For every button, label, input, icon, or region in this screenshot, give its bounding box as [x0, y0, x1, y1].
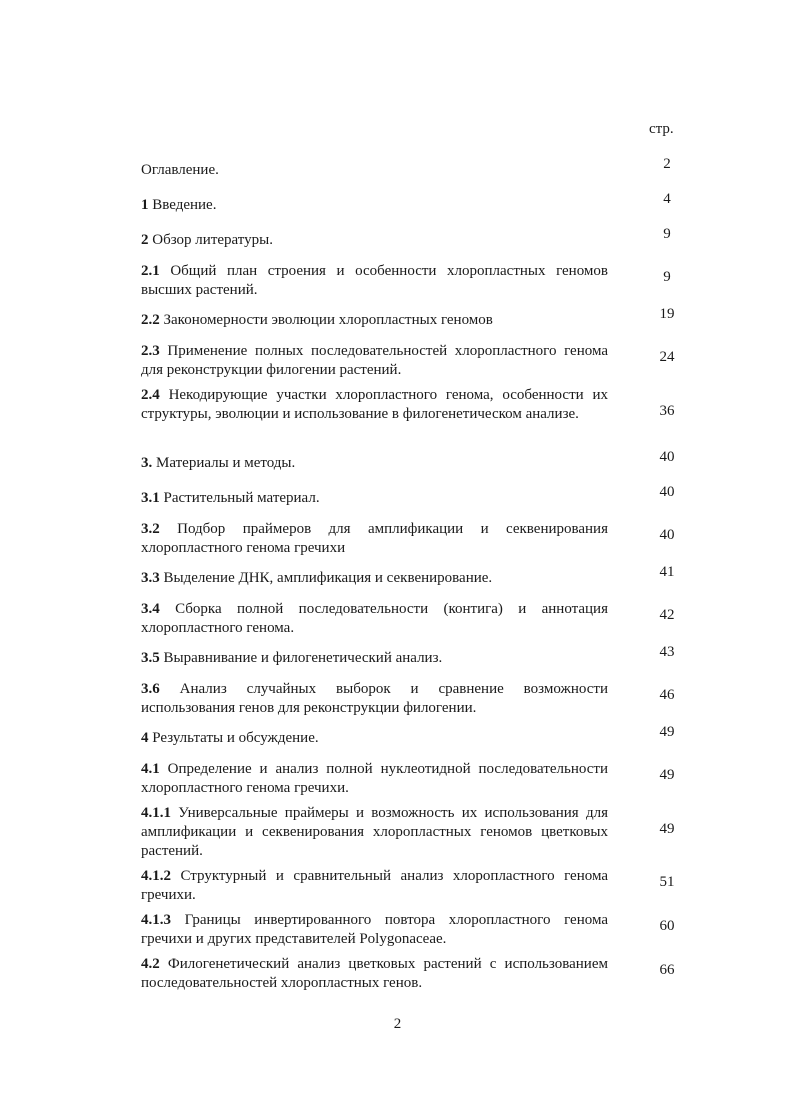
- toc-entry-number: 4.1.2: [141, 868, 171, 884]
- toc-entry-text: [141, 867, 608, 905]
- toc-entry-page: 66: [659, 962, 675, 978]
- toc-entry-title: Границы инвертированного повтора хлоропластного генома гречихи и других представителей Polygonaceae.: [141, 912, 608, 947]
- page-number: 2: [393, 1016, 402, 1032]
- toc-entry-title: Сборка полной последовательности (контига) и аннотация хлоропластного генома.: [141, 601, 608, 636]
- toc-entry-number: 2.3: [141, 343, 160, 359]
- toc-entry-text: [141, 680, 608, 718]
- toc-entry-text: [141, 729, 608, 748]
- toc-entry-title: Общий план строения и особенности хлоропластных геномов высших растений.: [141, 263, 608, 298]
- toc-entry-page: 43: [659, 644, 675, 660]
- toc-entry-title: Определение и анализ полной нуклеотидной последовательности хлоропластного генома гречихи.: [141, 761, 608, 796]
- toc-entry-text: [141, 569, 608, 588]
- toc-entry-title: Филогенетический анализ цветковых растений с использованием последовательностей хлоропластных генов.: [141, 956, 608, 991]
- toc-entry-title: Анализ случайных выборок и сравнение возможности использования генов для реконструкции филогении.: [141, 681, 608, 716]
- toc-entry-title: Результаты и обсуждение.: [148, 730, 319, 746]
- toc-entry-number: 4.1.3: [141, 912, 171, 928]
- toc-entry-page: 40: [659, 484, 675, 500]
- toc-entry-page: 24: [659, 349, 675, 365]
- toc-entry-text: [141, 311, 608, 330]
- toc-entry-page: 9: [663, 269, 671, 285]
- toc-entry-text: [141, 386, 608, 424]
- toc-entry-page: 49: [659, 767, 675, 783]
- toc-entry-number: 2.4: [141, 387, 160, 403]
- toc-entry-page: 42: [659, 607, 675, 623]
- toc-entry-title: Структурный и сравнительный анализ хлоропластного генома гречихи.: [141, 868, 608, 903]
- toc-entry-number: 4.1.1: [141, 805, 171, 821]
- toc-entry-title: Растительный материал.: [159, 490, 320, 506]
- toc-entry-page: 36: [659, 403, 675, 419]
- toc-entry-page: 40: [659, 449, 675, 465]
- toc-entry-number: 4.1: [141, 761, 160, 777]
- toc-entry-number: 3.5: [141, 650, 160, 666]
- toc-entry-title: Закономерности эволюции хлоропластных геномов: [159, 312, 493, 328]
- toc-entry-title: Оглавление.: [141, 162, 219, 178]
- toc-entry-title: Универсальные праймеры и возможность их использования для амплификации и секвенирования хлоропластных геномов цветковых растений.: [141, 805, 608, 859]
- toc-entry-number: 2.1: [141, 263, 160, 279]
- toc-entry-text: [141, 520, 608, 558]
- toc-entry-page: 41: [659, 564, 675, 580]
- toc-entry-number: 3.3: [141, 570, 160, 586]
- toc-entry-page: 46: [659, 687, 675, 703]
- toc-entry-text: [141, 804, 608, 861]
- toc-entry-page: 51: [659, 874, 675, 890]
- toc-entry-number: 4.2: [141, 956, 160, 972]
- toc-entry-text: [141, 955, 608, 993]
- toc-entry-title: Обзор литературы.: [148, 232, 273, 248]
- toc-entry-title: Материалы и методы.: [152, 455, 296, 471]
- toc-entry-text: [141, 231, 608, 250]
- toc-entry-title: Выравнивание и филогенетический анализ.: [159, 650, 443, 666]
- toc-entry-text: [141, 489, 608, 508]
- toc-entry-number: 3.6: [141, 681, 160, 697]
- toc-entry-number: 3.: [141, 455, 153, 471]
- toc-entry-number: 4: [141, 730, 149, 746]
- toc-entry-title: Введение.: [148, 197, 217, 213]
- toc-entry-number: 2.2: [141, 312, 160, 328]
- toc-entry-title: Некодирующие участки хлоропластного генома, особенности их структуры, эволюции и использование в филогенетическом анализе.: [141, 387, 608, 422]
- toc-entry-page: 9: [663, 226, 671, 242]
- toc-entry-page: 49: [659, 821, 675, 837]
- toc-entry-text: [141, 196, 608, 215]
- toc-entry-number: 1: [141, 197, 149, 213]
- toc-entry-title: Подбор праймеров для амплификации и секвенирования хлоропластного генома гречихи: [141, 521, 608, 556]
- toc-entry-number: 3.4: [141, 601, 160, 617]
- toc-entry-page: 4: [663, 191, 671, 207]
- toc-entry-page: 60: [659, 918, 675, 934]
- toc-entry-page: 19: [659, 306, 675, 322]
- toc-entry-title: Применение полных последовательностей хлоропластного генома для реконструкции филогении растений.: [141, 343, 608, 378]
- toc-entry-page: 40: [659, 527, 675, 543]
- page-column-label: стр.: [649, 121, 674, 137]
- toc-entry-text: [141, 911, 608, 949]
- toc-entry-text: [141, 161, 608, 180]
- toc-entry-number: 3.2: [141, 521, 160, 537]
- toc-entry-number: 3.1: [141, 490, 160, 506]
- toc-entry-text: [141, 342, 608, 380]
- toc-entry-title: Выделение ДНК, амплификация и секвенирование.: [159, 570, 493, 586]
- toc-entry-text: [141, 760, 608, 798]
- toc-entry-text: [141, 262, 608, 300]
- toc-entry-text: [141, 454, 608, 473]
- toc-entry-number: 2: [141, 232, 149, 248]
- toc-entry-page: 2: [663, 156, 671, 172]
- toc-entry-text: [141, 600, 608, 638]
- toc-entry-text: [141, 649, 608, 668]
- toc-entry-page: 49: [659, 724, 675, 740]
